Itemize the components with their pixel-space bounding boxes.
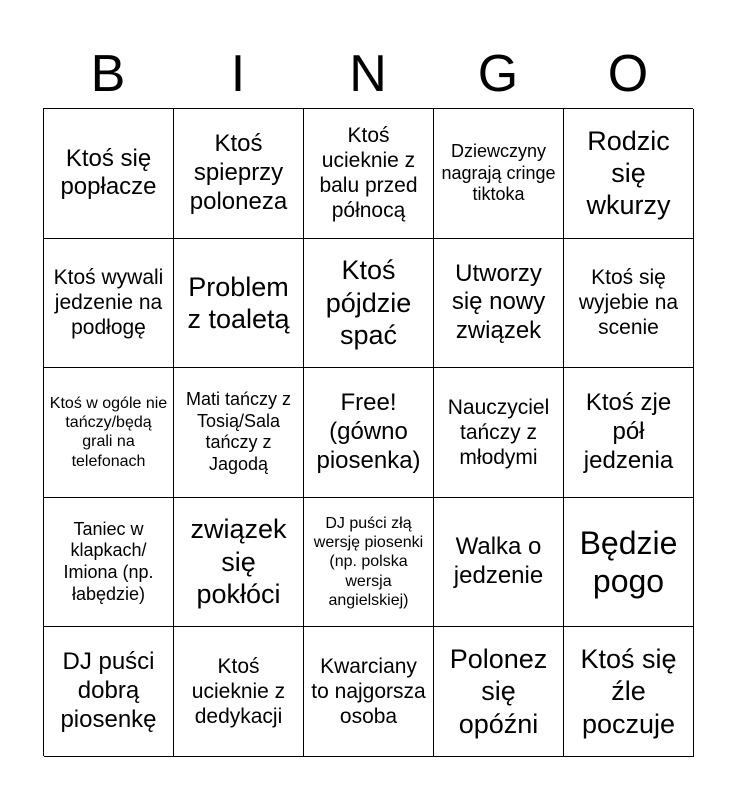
bingo-cell-text: Taniec w klapkach/ Imiona (np. łabędzie): [63, 518, 154, 604]
bingo-cell-text: Free! (gówno piosenka): [316, 389, 421, 474]
bingo-cell-text: Ktoś się źle poczuje: [580, 644, 677, 739]
bingo-cell-text: Rodzic się wkurzy: [586, 125, 671, 221]
header-letter-o: O: [607, 45, 649, 103]
bingo-cell[interactable]: [434, 239, 564, 369]
bingo-cell[interactable]: [44, 109, 174, 239]
bingo-cell[interactable]: [174, 109, 304, 239]
bingo-cell-text: Ktoś wywali jedzenie na podłogę: [53, 266, 164, 340]
bingo-cell-text: związek się pokłóci: [190, 514, 287, 610]
bingo-cell[interactable]: [44, 239, 174, 369]
bingo-cell[interactable]: [564, 627, 694, 757]
bingo-cell[interactable]: [564, 109, 694, 239]
bingo-cell[interactable]: [174, 368, 304, 498]
bingo-cell[interactable]: [304, 498, 434, 628]
bingo-cell-text: Ktoś ucieknie z balu przed północą: [319, 123, 418, 223]
bingo-cell-text: Nauczyciel tańczy z młodymi: [447, 395, 550, 470]
bingo-cell-text: DJ puści dobrą piosenkę: [60, 648, 157, 734]
bingo-header: [43, 40, 693, 108]
header-letter-i: I: [230, 45, 246, 103]
bingo-cell-text: Mati tańczy z Tosią/Sala tańczy z Jagodą: [185, 389, 292, 475]
bingo-cell[interactable]: [44, 627, 174, 757]
header-letter-n: N: [349, 45, 387, 103]
bingo-cell[interactable]: [304, 627, 434, 757]
bingo-cell[interactable]: [44, 498, 174, 628]
bingo-cell-text: Utworzy się nowy związek: [451, 259, 546, 345]
bingo-cell-text: Problem z toaletą: [187, 271, 290, 334]
bingo-cell-text: Ktoś zje pół jedzenia: [583, 389, 674, 474]
bingo-cell[interactable]: [174, 627, 304, 757]
bingo-cell[interactable]: [564, 368, 694, 498]
bingo-cell[interactable]: [174, 239, 304, 369]
bingo-cell[interactable]: [304, 109, 434, 239]
bingo-cell[interactable]: [434, 109, 564, 239]
bingo-cell[interactable]: [434, 498, 564, 628]
header-letter-g: G: [477, 45, 519, 103]
bingo-cell[interactable]: [304, 368, 434, 498]
bingo-cell-text: Dziewczyny nagrają cringe tiktoka: [441, 140, 556, 205]
bingo-cell-text: DJ puści złą wersję piosenki (np. polska wersja angielskiej): [313, 515, 424, 609]
bingo-cell-text: Polonez się opóźni: [449, 644, 548, 739]
bingo-cell-text: Ktoś się wyjebie na scenie: [578, 266, 679, 340]
bingo-cell-text: Ktoś w ogóle nie tańczy/będą grali na telefonach: [49, 395, 168, 470]
bingo-cell[interactable]: [174, 498, 304, 628]
bingo-cell-text: Ktoś spieprzy poloneza: [189, 130, 288, 215]
bingo-cell-text: Będzie pogo: [579, 524, 678, 600]
bingo-cell-text: Ktoś się popłacze: [60, 144, 157, 201]
bingo-cell-text: Kwarciany to najgorsza osoba: [311, 654, 426, 729]
bingo-cell[interactable]: [44, 368, 174, 498]
bingo-grid: [43, 108, 693, 756]
bingo-cell[interactable]: [304, 239, 434, 369]
bingo-cell-text: Walka o jedzenie: [453, 533, 544, 590]
bingo-cell[interactable]: [434, 627, 564, 757]
bingo-cell[interactable]: [564, 239, 694, 369]
bingo-cell[interactable]: [564, 498, 694, 628]
bingo-cell[interactable]: [434, 368, 564, 498]
header-letter-b: B: [90, 45, 126, 103]
bingo-cell-text: Ktoś ucieknie z dedykacji: [191, 654, 286, 729]
bingo-cell-text: Ktoś pójdzie spać: [325, 255, 412, 351]
